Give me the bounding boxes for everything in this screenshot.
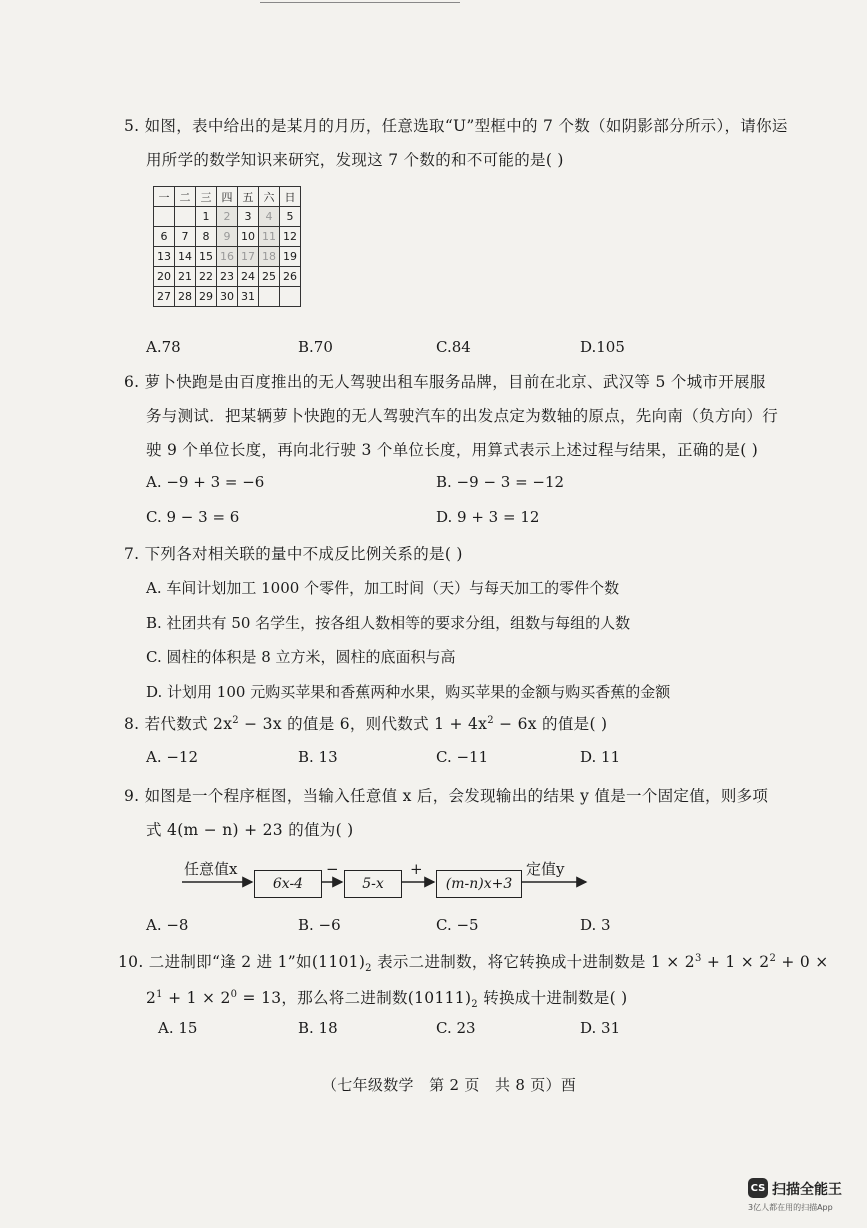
q6-line2: 务与测试．把某辆萝卜快跑的无人驾驶汽车的出发点定为数轴的原点，先向南（负方向）行 xyxy=(146,407,779,425)
flow-box-1: 6x-4 xyxy=(254,870,322,898)
q8-stem-mid: − 3x 的值是 6，则代数式 1 + 4x xyxy=(238,715,488,733)
q7-option-c[interactable]: C. 圆柱的体积是 8 立方米，圆柱的底面积与高 xyxy=(146,648,456,666)
calendar-header: 四 xyxy=(217,187,238,207)
q10-text: 表示二进制数，将它转换成十进制数是 1 × 2 xyxy=(371,953,695,971)
calendar-cell-shaded: 17 xyxy=(238,247,259,267)
calendar-cell-shaded: 9 xyxy=(217,227,238,247)
calendar-cell: 27 xyxy=(154,287,175,307)
calendar-table xyxy=(153,186,301,307)
q10-text: + 1 × 2 xyxy=(701,953,770,971)
q8-stem xyxy=(124,712,607,734)
q10-option-d[interactable]: D. 31 xyxy=(580,1019,621,1037)
calendar-cell-shaded: 2 xyxy=(217,207,238,227)
calendar-cell: 19 xyxy=(280,247,301,267)
calendar-cell: 15 xyxy=(196,247,217,267)
calendar-cell-shaded: 11 xyxy=(259,227,280,247)
scanner-app-name: 扫描全能王 xyxy=(772,1182,842,1198)
q9-option-a[interactable]: A. −8 xyxy=(146,916,189,934)
flow-op-minus: − xyxy=(326,860,339,878)
q9-line1: 9. 如图是一个程序框图，当输入任意值 x 后，会发现输出的结果 y 值是一个固定值，则多项 xyxy=(124,787,769,805)
q7-option-a[interactable]: A. 车间计划加工 1000 个零件，加工时间（天）与每天加工的零件个数 xyxy=(146,579,620,597)
q10-option-c[interactable]: C. 23 xyxy=(436,1019,476,1037)
calendar-row xyxy=(154,227,301,247)
q8-stem-post: − 6x 的值是( ) xyxy=(493,715,608,733)
q10-text: 转换成十进制数是( ) xyxy=(477,989,628,1007)
q10-exponent: 0 xyxy=(230,988,238,1000)
q5-option-d[interactable]: D.105 xyxy=(580,338,625,356)
q7-line1: 7. 下列各对相关联的量中不成反比例关系的是( ) xyxy=(124,545,463,563)
scanner-tagline: 3亿人都在用的扫描App xyxy=(748,1203,833,1212)
q6-line1: 6. 萝卜快跑是由百度推出的无人驾驶出租车服务品牌，目前在北京、武汉等 5 个城市开展服 xyxy=(124,373,766,391)
calendar-row xyxy=(154,247,301,267)
program-flowchart xyxy=(178,850,598,900)
calendar-cell: 7 xyxy=(175,227,196,247)
calendar-header: 五 xyxy=(238,187,259,207)
calendar-cell: 6 xyxy=(154,227,175,247)
q10-exponent: 1 xyxy=(156,988,163,1000)
calendar-header: 日 xyxy=(280,187,301,207)
calendar-header: 一 xyxy=(154,187,175,207)
q8-exponent-1: 2 xyxy=(232,714,239,726)
q10-exponent: 2 xyxy=(769,952,777,964)
q10-option-b[interactable]: B. 18 xyxy=(298,1019,338,1037)
calendar-cell: 20 xyxy=(154,267,175,287)
q5-option-a[interactable]: A.78 xyxy=(146,338,181,356)
q10-text: 2 xyxy=(146,989,157,1007)
flow-input-label: 任意值x xyxy=(184,860,238,878)
calendar-cell: 13 xyxy=(154,247,175,267)
calendar-cell: 10 xyxy=(238,227,259,247)
calendar-cell: 3 xyxy=(238,207,259,227)
q9-option-b[interactable]: B. −6 xyxy=(298,916,341,934)
q5-option-c[interactable]: C.84 xyxy=(436,338,471,356)
calendar-cell: 5 xyxy=(280,207,301,227)
calendar-header: 二 xyxy=(175,187,196,207)
calendar-cell: 14 xyxy=(175,247,196,267)
calendar-cell: 1 xyxy=(196,207,217,227)
q6-option-d[interactable]: D. 9 + 3 = 12 xyxy=(436,508,540,526)
q8-option-c[interactable]: C. −11 xyxy=(436,748,489,766)
calendar-header-row xyxy=(154,187,301,207)
calendar-row xyxy=(154,267,301,287)
calendar-cell: 22 xyxy=(196,267,217,287)
flow-box-3: (m-n)x+3 xyxy=(436,870,522,898)
q6-option-a[interactable]: A. −9 + 3 = −6 xyxy=(146,473,265,491)
q10-subscript: 2 xyxy=(365,963,372,975)
calendar-cell xyxy=(280,287,301,307)
q8-stem-pre: 8. 若代数式 2x xyxy=(124,715,233,733)
q10-text: = 13，那么将二进制数(10111) xyxy=(237,989,472,1007)
q8-option-b[interactable]: B. 13 xyxy=(298,748,338,766)
camscanner-logo-icon: CS xyxy=(748,1178,768,1198)
q8-exponent-2: 2 xyxy=(487,714,494,726)
calendar-header: 六 xyxy=(259,187,280,207)
flow-box-2: 5-x xyxy=(344,870,402,898)
calendar-row xyxy=(154,207,301,227)
q8-option-a[interactable]: A. −12 xyxy=(146,748,199,766)
calendar-cell: 24 xyxy=(238,267,259,287)
calendar-cell xyxy=(175,207,196,227)
q10-line1 xyxy=(118,950,829,974)
q7-option-d[interactable]: D. 计划用 100 元购买苹果和香蕉两种水果，购买苹果的金额与购买香蕉的金额 xyxy=(146,683,671,701)
q10-text: 10. 二进制即“逢 2 进 1”如(1101) xyxy=(118,953,366,971)
calendar-cell xyxy=(154,207,175,227)
q10-text: + 1 × 2 xyxy=(162,989,231,1007)
q9-line2: 式 4(m − n) + 23 的值为( ) xyxy=(146,821,354,839)
calendar-header: 三 xyxy=(196,187,217,207)
flow-output-label: 定值y xyxy=(526,860,565,878)
calendar-cell: 12 xyxy=(280,227,301,247)
q10-line2 xyxy=(146,986,628,1010)
q8-option-d[interactable]: D. 11 xyxy=(580,748,621,766)
calendar-cell-shaded: 16 xyxy=(217,247,238,267)
q7-option-b[interactable]: B. 社团共有 50 名学生，按各组人数相等的要求分组，组数与每组的人数 xyxy=(146,614,631,632)
calendar-cell: 31 xyxy=(238,287,259,307)
q9-option-d[interactable]: D. 3 xyxy=(580,916,611,934)
q10-subscript: 2 xyxy=(471,999,478,1011)
calendar-cell: 26 xyxy=(280,267,301,287)
page-footer: （七年级数学 第 2 页 共 8 页）酉 xyxy=(322,1076,577,1094)
q6-option-b[interactable]: B. −9 − 3 = −12 xyxy=(436,473,565,491)
calendar-cell-shaded: 18 xyxy=(259,247,280,267)
q10-option-a[interactable]: A. 15 xyxy=(158,1019,198,1037)
calendar-cell: 23 xyxy=(217,267,238,287)
q5-option-b[interactable]: B.70 xyxy=(298,338,333,356)
calendar-cell: 28 xyxy=(175,287,196,307)
calendar-cell: 8 xyxy=(196,227,217,247)
top-edge-line xyxy=(260,2,460,3)
q5-line2: 用所学的数学知识来研究，发现这 7 个数的和不可能的是( ) xyxy=(146,151,564,169)
q6-option-c[interactable]: C. 9 − 3 = 6 xyxy=(146,508,240,526)
q6-line3: 驶 9 个单位长度，再向北行驶 3 个单位长度，用算式表示上述过程与结果，正确的是( ) xyxy=(146,441,759,459)
calendar-cell: 30 xyxy=(217,287,238,307)
q10-exponent: 3 xyxy=(694,952,702,964)
calendar-cell: 21 xyxy=(175,267,196,287)
calendar-cell: 29 xyxy=(196,287,217,307)
calendar-cell-shaded: 4 xyxy=(259,207,280,227)
q9-option-c[interactable]: C. −5 xyxy=(436,916,479,934)
flow-op-plus: + xyxy=(410,860,423,878)
calendar-cell: 25 xyxy=(259,267,280,287)
calendar-row xyxy=(154,287,301,307)
q10-text: + 0 × xyxy=(776,953,829,971)
calendar-cell xyxy=(259,287,280,307)
q5-line1: 5. 如图，表中给出的是某月的月历，任意选取“U”型框中的 7 个数（如阴影部分所示），请你运 xyxy=(124,117,788,135)
